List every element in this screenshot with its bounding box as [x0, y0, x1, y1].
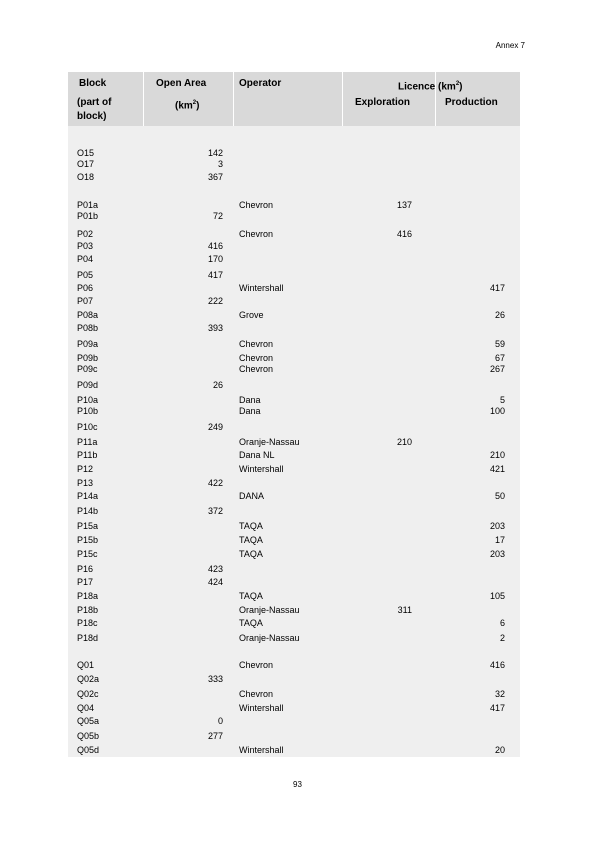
table-row	[68, 715, 520, 727]
cell-open-area: 423	[207, 564, 223, 574]
cell-operator: TAQA	[239, 618, 263, 628]
cell-production: 67	[494, 353, 505, 363]
cell-block: P05	[77, 270, 94, 280]
cell-block: P14a	[77, 491, 99, 501]
table-row	[68, 322, 520, 334]
cell-production: 26	[494, 310, 505, 320]
annex-label: Annex 7	[495, 41, 525, 50]
cell-production: 100	[489, 406, 505, 416]
cell-operator: Grove	[239, 310, 264, 320]
header-operator: Operator	[239, 78, 282, 89]
cell-block: Q04	[77, 703, 95, 713]
cell-exploration: 210	[396, 437, 412, 447]
cell-open-area: 367	[207, 172, 223, 182]
cell-open-area: 0	[217, 716, 223, 726]
table-row	[68, 421, 520, 433]
cell-block: P09d	[77, 380, 99, 390]
cell-open-area: 417	[207, 270, 223, 280]
cell-production: 203	[489, 521, 505, 531]
cell-operator: Wintershall	[239, 283, 284, 293]
cell-block: P09c	[77, 364, 98, 374]
cell-open-area: 249	[207, 422, 223, 432]
cell-production: 417	[489, 703, 505, 713]
cell-operator: Chevron	[239, 364, 274, 374]
table-row	[68, 338, 520, 350]
cell-operator: Dana	[239, 406, 261, 416]
table-row	[68, 632, 520, 644]
cell-block: P01a	[77, 200, 99, 210]
table-row	[68, 534, 520, 546]
cell-open-area: 424	[207, 577, 223, 587]
table-row	[68, 563, 520, 575]
cell-production: 59	[494, 339, 505, 349]
header-block-sub1: (part of	[77, 97, 112, 108]
cell-production: 50	[494, 491, 505, 501]
cell-exploration: 416	[396, 229, 412, 239]
cell-operator: Oranje-Nassau	[239, 633, 300, 643]
cell-block: P15a	[77, 521, 99, 531]
cell-production: 105	[489, 591, 505, 601]
cell-open-area: 72	[212, 211, 223, 221]
cell-block: P14b	[77, 506, 99, 516]
cell-production: 210	[489, 450, 505, 460]
cell-open-area: 333	[207, 674, 223, 684]
cell-block: P15c	[77, 549, 98, 559]
cell-block: Q02a	[77, 674, 100, 684]
cell-block: P15b	[77, 535, 99, 545]
cell-block: P01b	[77, 211, 99, 221]
cell-block: P02	[77, 229, 94, 239]
table-row	[68, 688, 520, 700]
cell-block: O17	[77, 159, 95, 169]
cell-block: P18b	[77, 605, 99, 615]
cell-block: Q05a	[77, 716, 100, 726]
cell-operator: Wintershall	[239, 464, 284, 474]
cell-operator: DANA	[239, 491, 265, 501]
header-production: Production	[445, 97, 498, 108]
cell-block: P03	[77, 241, 94, 251]
cell-block: O15	[77, 148, 95, 158]
cell-block: P09a	[77, 339, 99, 349]
cell-block: P11a	[77, 437, 98, 447]
cell-production: 2	[499, 633, 505, 643]
header-open-area: Open Area	[156, 78, 207, 89]
cell-operator: TAQA	[239, 549, 263, 559]
header-divider	[342, 72, 343, 126]
header-licence: Licence $(km^2)$	[398, 81, 463, 93]
table-row	[68, 405, 520, 417]
cell-block: Q02c	[77, 689, 99, 699]
cell-operator: Dana	[239, 395, 261, 405]
table-row	[68, 363, 520, 375]
table-row	[68, 590, 520, 602]
cell-block: P11b	[77, 450, 98, 460]
cell-block: P18c	[77, 618, 98, 628]
cell-block: P16	[77, 564, 94, 574]
cell-open-area: 222	[207, 296, 223, 306]
table-row	[68, 548, 520, 560]
header-block: Block	[79, 78, 107, 89]
table-row	[68, 282, 520, 294]
cell-operator: Chevron	[239, 660, 274, 670]
table-row	[68, 463, 520, 475]
table-row	[68, 477, 520, 489]
cell-block: O18	[77, 172, 95, 182]
cell-operator: Chevron	[239, 353, 274, 363]
cell-production: 203	[489, 549, 505, 559]
table-row	[68, 240, 520, 252]
cell-block: Q05b	[77, 731, 100, 741]
table-row	[68, 659, 520, 671]
cell-block: P08a	[77, 310, 99, 320]
cell-production: 6	[499, 618, 505, 628]
cell-production: 20	[494, 745, 505, 755]
cell-block: Q01	[77, 660, 95, 670]
cell-exploration: 137	[396, 200, 412, 210]
cell-operator: Oranje-Nassau	[239, 605, 300, 615]
cell-operator: Chevron	[239, 229, 274, 239]
page-number: 93	[293, 780, 302, 789]
cell-operator: Dana NL	[239, 450, 275, 460]
table-row	[68, 490, 520, 502]
table-row	[68, 702, 520, 714]
table-row	[68, 617, 520, 629]
cell-operator: Chevron	[239, 689, 274, 699]
table-row	[68, 673, 520, 685]
cell-open-area: 26	[212, 380, 223, 390]
cell-operator: Wintershall	[239, 745, 284, 755]
cell-operator: Oranje-Nassau	[239, 437, 300, 447]
cell-operator: Wintershall	[239, 703, 284, 713]
cell-production: 32	[494, 689, 505, 699]
cell-exploration: 311	[397, 605, 412, 615]
cell-open-area: 3	[217, 159, 223, 169]
cell-block: P13	[77, 478, 94, 488]
cell-production: 17	[494, 535, 505, 545]
cell-block: Q05d	[77, 745, 100, 755]
table-row	[68, 171, 520, 183]
cell-open-area: 142	[207, 148, 223, 158]
table-row	[68, 228, 520, 240]
cell-open-area: 416	[207, 241, 223, 251]
cell-operator: TAQA	[239, 521, 263, 531]
header-divider	[233, 72, 234, 126]
table-row	[68, 295, 520, 307]
cell-block: P07	[77, 296, 94, 306]
cell-operator: TAQA	[239, 591, 263, 601]
cell-block: P08b	[77, 323, 99, 333]
header-block-sub2: block)	[77, 111, 107, 122]
cell-open-area: 393	[207, 323, 223, 333]
table-row	[68, 449, 520, 461]
header-divider	[143, 72, 144, 126]
cell-operator: Chevron	[239, 339, 274, 349]
header-exploration: Exploration	[355, 97, 411, 108]
table-row	[68, 520, 520, 532]
table-row	[68, 604, 520, 616]
cell-production: 267	[489, 364, 505, 374]
table-row	[68, 505, 520, 517]
table-row	[68, 730, 520, 742]
cell-open-area: 372	[207, 506, 223, 516]
cell-production: 416	[489, 660, 505, 670]
header-open-area-unit: $(km^2)$	[175, 100, 200, 112]
cell-block: P04	[77, 254, 94, 264]
cell-production: 5	[499, 395, 505, 405]
table-row	[68, 576, 520, 588]
cell-open-area: 170	[207, 254, 223, 264]
table-row	[68, 309, 520, 321]
cell-block: P17	[77, 577, 94, 587]
cell-block: P10a	[77, 395, 99, 405]
cell-block: P12	[77, 464, 94, 474]
cell-block: P18d	[77, 633, 99, 643]
cell-operator: TAQA	[239, 535, 263, 545]
table-row	[68, 253, 520, 265]
table-row	[68, 158, 520, 170]
cell-block: P18a	[77, 591, 99, 601]
cell-block: P10c	[77, 422, 98, 432]
table-row	[68, 210, 520, 222]
licence-table	[68, 72, 520, 757]
cell-open-area: 277	[207, 731, 223, 741]
cell-block: P06	[77, 283, 94, 293]
cell-production: 421	[489, 464, 505, 474]
cell-open-area: 422	[207, 478, 223, 488]
cell-production: 417	[489, 283, 505, 293]
table-row	[68, 436, 520, 448]
table-row	[68, 744, 520, 756]
cell-operator: Chevron	[239, 200, 274, 210]
table-row	[68, 269, 520, 281]
table-row	[68, 379, 520, 391]
cell-block: P10b	[77, 406, 99, 416]
cell-block: P09b	[77, 353, 99, 363]
